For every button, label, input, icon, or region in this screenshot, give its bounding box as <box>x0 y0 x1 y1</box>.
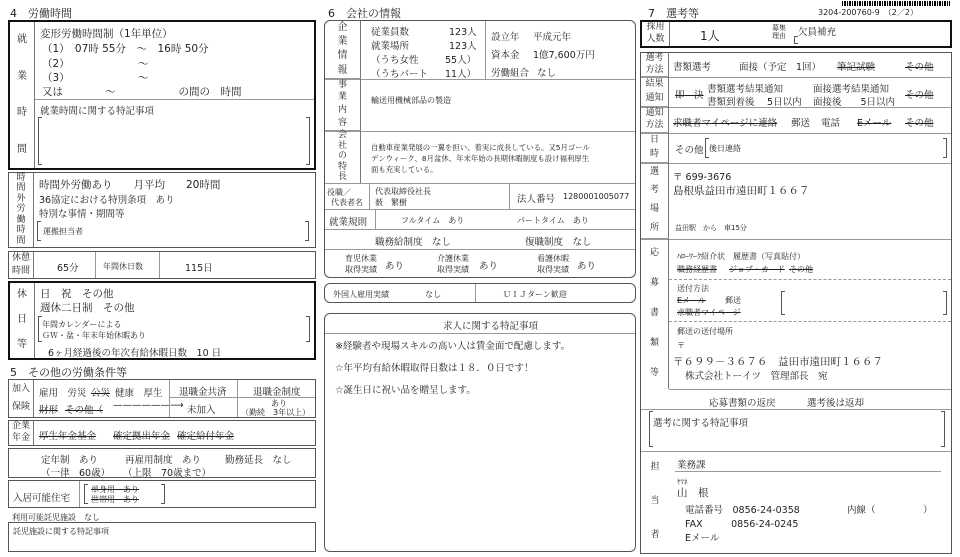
feature-2: デンウィーク、8月盆休、年末年始の長期休暇制度も設け福利厚生 <box>371 154 590 163</box>
ins-kousai: 公災 <box>91 388 111 399</box>
pension-1: 厚生年金基金 <box>39 431 97 442</box>
send-addr-2: 株式会社トーイツ 管理部長 宛 <box>685 371 828 382</box>
divider <box>79 481 80 507</box>
retire-sys-value: あり <box>271 399 287 408</box>
result-doc-2: 書類到着後 5日以内 <box>707 97 802 108</box>
result-label: 結果 通知 <box>641 77 669 107</box>
ins-line-1b: 健康 厚生 <box>115 388 163 399</box>
housing-box <box>8 480 316 508</box>
notice-5: その他 <box>905 118 934 129</box>
pension-label: 企業 年金 <box>9 421 34 445</box>
childcare-leave-2: 取得実績 <box>345 265 377 274</box>
ins-line-1: 雇用 労災 <box>39 388 87 399</box>
document-number: 3204-200760-9 （2／2） <box>818 8 918 17</box>
divider <box>237 380 238 417</box>
apply-strike-1: 職務経歴書 <box>677 265 717 274</box>
bracket <box>306 117 310 165</box>
rules-ft: フルタイム あり <box>401 216 465 225</box>
break-value: 65分 <box>57 263 79 274</box>
bracket <box>38 117 42 165</box>
apply-docs: ﾊﾛｰﾜｰｸ紹介状 履歴書（写真貼付） <box>677 252 805 261</box>
contact-name: 山 根 <box>677 487 709 499</box>
rules-label: 就業規則 <box>329 217 368 228</box>
date-label: 日 時 <box>641 133 669 163</box>
union-value: なし <box>537 68 557 79</box>
reason-value: 欠員補充 <box>798 27 837 38</box>
place-access: 益田駅 から 車15分 <box>675 224 747 232</box>
feature-label: 会 社 の 特 長 <box>325 131 361 183</box>
childcare-note: 託児施設に関する特記事項 <box>13 527 109 536</box>
job-note-3: ☆誕生日に祝い品を贈呈します。 <box>335 385 476 396</box>
business-label: 事 業 内 容 <box>325 79 361 131</box>
foreign-value: なし <box>425 290 441 299</box>
insurance-box <box>8 379 316 418</box>
officer-title: 代表取締役社長 <box>375 187 431 196</box>
divider <box>169 380 170 417</box>
bracket <box>943 291 947 315</box>
send-mypage: 求職者マイページ <box>677 308 741 317</box>
divider <box>641 409 951 410</box>
contact-email: Eメール <box>685 533 720 544</box>
hours-special-label: 就業時間に関する特記事項 <box>40 106 155 117</box>
job-notes-box <box>324 313 636 552</box>
divider <box>475 284 476 302</box>
ins-other: その他（ <box>65 405 104 416</box>
divider <box>641 133 951 134</box>
selection-special-label: 選考に関する特記事項 <box>653 418 749 429</box>
part-value: 11人） <box>445 69 477 80</box>
result-immediate: 即 決 <box>675 90 704 101</box>
contact-kana: ﾔﾏﾈ <box>677 478 688 486</box>
overtime-label: 時 間 外 労 働 時 間 <box>9 173 34 247</box>
housing-1: 単身用 あり <box>91 485 139 494</box>
contact-ext: 内線（ ） <box>847 505 933 516</box>
contact-fax: FAX 0856-24-0245 <box>685 519 799 530</box>
retire-sys-note: （勤続 3年以上） <box>241 408 311 417</box>
divider <box>375 209 376 229</box>
date-value: 後日連絡 <box>709 144 741 153</box>
divider <box>35 99 314 100</box>
retire-sys-label: 退職金制度 <box>253 387 301 398</box>
return-label: 応募書類の返戻 <box>709 398 776 409</box>
holiday-box <box>8 281 316 360</box>
ins-arrow: ——————⟶ <box>113 400 184 411</box>
insurance-label: 加入 保険 <box>9 380 34 417</box>
divider <box>325 183 635 184</box>
return-value: 選考後は返却 <box>807 398 865 409</box>
send-post: 郵送 <box>725 296 741 305</box>
holiday-1: 日 祝 その他 <box>40 288 114 300</box>
emp-value: 123人 <box>449 27 477 38</box>
divider <box>325 131 635 132</box>
childcare-box <box>8 522 316 552</box>
special-case: 特別な事情・期間等 <box>39 209 125 220</box>
notice-2: 郵送 <box>791 118 811 129</box>
place-label: 選 考 場 所 <box>641 163 669 239</box>
bracket <box>305 221 309 241</box>
divider <box>159 252 160 278</box>
divider <box>325 79 635 80</box>
union-label: 労働組合 <box>491 68 530 79</box>
extension: 勤務延長 なし <box>225 455 292 466</box>
divider <box>369 183 370 209</box>
reemploy-note: （上限 70歳まで） <box>123 468 212 479</box>
nursing-leave-1: 看護休暇 <box>537 254 569 263</box>
foreign-label: 外国人雇用実績 <box>333 290 389 299</box>
result-doc: 書類選考結果通知 <box>707 84 784 95</box>
divider <box>675 471 941 472</box>
divider <box>325 209 635 210</box>
apply-strike-2: ジョブ・カード <box>729 265 785 274</box>
hire-value: 1人 <box>700 29 720 43</box>
bracket <box>943 138 947 158</box>
method-4: その他 <box>905 62 934 73</box>
nursing-leave-value: あり <box>577 261 597 272</box>
method-label: 選考 方法 <box>641 53 669 77</box>
hire-label: 採用 人数 <box>642 22 670 46</box>
send-addr-label: 郵送の送付場所 <box>677 327 733 336</box>
shift-header: 変形労働時間制（1年単位） <box>40 28 173 40</box>
uij-label: ＵＩＪターン歓迎 <box>503 290 567 299</box>
corp-no-value: 1280001005077 <box>563 192 630 201</box>
notice-1: 求職者マイページに連絡 <box>673 118 778 129</box>
section-5-title: 5 その他の労働条件等 <box>10 366 127 379</box>
selection-box <box>640 52 952 554</box>
overtime-box <box>8 172 316 248</box>
care-leave-1: 介護休業 <box>437 254 469 263</box>
holidays-value: 115日 <box>185 263 213 274</box>
officer-name: 薮 繁樹 <box>375 198 407 207</box>
divider <box>669 389 951 390</box>
bracket <box>794 36 798 44</box>
reason-label: 募集理由 <box>772 24 786 40</box>
feature-3: 面も充実している。 <box>371 165 438 174</box>
divider <box>641 77 951 78</box>
retire-age: 定年制 あり <box>41 455 99 466</box>
shugyo-label: 就 業 時 間 <box>10 22 35 168</box>
bracket <box>37 221 41 241</box>
nursing-leave-2: 取得実績 <box>537 265 569 274</box>
result-intv-2: 面接後 5日以内 <box>813 97 896 108</box>
care-leave-2: 取得実績 <box>437 265 469 274</box>
reemploy: 再雇用制度 あり <box>125 455 202 466</box>
housing-label: 入居可能住宅 <box>13 493 71 504</box>
contact-tel: 電話番号 0856-24-0358 <box>685 505 800 516</box>
childcare: 利用可能託児施設 なし <box>12 513 100 522</box>
site-label: 就業場所 <box>371 41 410 52</box>
divider <box>509 183 510 209</box>
bracket <box>781 291 785 315</box>
holidays-label: 年間休日数 <box>103 262 143 271</box>
method-1: 書類選考 <box>673 62 712 73</box>
business-value: 輸送用機械部品の製造 <box>371 96 451 105</box>
job-note-2: ☆年平均有給休暇取得日数は１８．０日です！ <box>335 363 534 374</box>
pension-box <box>8 420 316 446</box>
rules-pt: パートタイム あり <box>517 216 589 225</box>
holiday-4: ＧＷ・盆・年末年始休暇あり <box>42 331 146 340</box>
divider <box>325 333 635 334</box>
divider <box>641 239 951 240</box>
apply-label: 応 募 書 類 等 <box>641 239 669 389</box>
send-zip: 〒 <box>677 341 685 350</box>
place-zip: 〒 699-3676 <box>673 172 732 183</box>
bracket <box>84 484 88 504</box>
notice-label: 通知 方法 <box>641 107 669 133</box>
female-label: （うち女性 <box>371 55 419 66</box>
founded-value: 平成元年 <box>533 32 572 43</box>
shift-or: 又は ～ の間の 時間 <box>42 86 242 98</box>
childcare-leave-value: あり <box>385 261 405 272</box>
retire-age-note: （一律 60歳） <box>41 468 111 479</box>
officer-label-1: 役職／ <box>327 188 351 197</box>
care-leave-value: あり <box>479 261 499 272</box>
divider <box>325 249 635 250</box>
send-addr-1: 〒６９９－３６７６ 益田市遠田町１６６７ <box>673 356 883 368</box>
bracket <box>161 484 165 504</box>
send-method: 送付方法 <box>677 284 709 293</box>
result-intv: 面接選考結果通知 <box>813 84 890 95</box>
place-address: 島根県益田市遠田町１６６７ <box>673 185 810 197</box>
working-hours-box <box>8 20 316 170</box>
duty-pay: 職務給制度 なし <box>375 237 452 248</box>
overtime-line: 時間外労働あり 月平均 20時間 <box>39 179 221 191</box>
housing-2: 世帯用 あり <box>91 495 139 504</box>
holiday-3: 年間カレンダーによる <box>42 320 122 329</box>
retire-age-box <box>8 448 316 478</box>
job-notes-title: 求人に関する特記事項 <box>443 321 539 332</box>
divider <box>641 451 951 452</box>
bracket <box>306 316 310 342</box>
contact-label: 担 当 者 <box>650 462 660 541</box>
agreement: 36協定における特別条項 あり <box>39 195 175 206</box>
officer-label-2: 代表者名 <box>331 198 363 207</box>
feature-1: 自動車産業発展の一翼を担い、着実に成長している。又5月ゴール <box>371 143 590 152</box>
bracket <box>649 411 653 447</box>
capital-value: 1億7,600万円 <box>533 50 595 61</box>
company-label: 企 業 情 報 <box>325 21 361 79</box>
foreign-box <box>324 283 636 303</box>
divider <box>669 321 951 322</box>
method-2: 面接（予定 1回） <box>739 62 822 73</box>
divider <box>669 279 951 280</box>
notice-4: Eメール <box>857 118 892 129</box>
corp-no-label: 法人番号 <box>517 194 556 205</box>
section-7-title: 7 選考等 <box>648 7 699 20</box>
hire-box <box>640 20 952 48</box>
notice-3: 電話 <box>821 118 841 129</box>
emp-label: 従業員数 <box>371 27 410 38</box>
rehire: 復職制度 なし <box>525 237 592 248</box>
divider <box>641 163 951 164</box>
section-6-title: 6 会社の情報 <box>328 7 401 20</box>
job-note-1: ※経験者や現場スキルの高い人は賃金面で配慮します。 <box>335 341 571 352</box>
contact-dept: 業務課 <box>677 460 706 471</box>
divider <box>641 107 951 108</box>
retire-mutual-label: 退職金共済 <box>179 387 227 398</box>
bracket <box>941 411 945 447</box>
pension-3: 確定給付年金 <box>177 431 235 442</box>
site-value: 123人 <box>449 41 477 52</box>
female-value: 55人） <box>445 55 477 66</box>
childcare-leave-1: 育児休業 <box>345 254 377 263</box>
shift-3: （3） ～ <box>42 72 149 84</box>
section-4-title: 4 労働時間 <box>10 7 72 20</box>
holiday-label: 休 日 等 <box>10 283 35 358</box>
capital-label: 資本金 <box>491 50 520 61</box>
part-label: （うちパート <box>371 69 429 80</box>
break-label: 休憩 時間 <box>9 252 34 278</box>
date-other: その他 <box>675 145 704 156</box>
special-case-value: 運搬担当者 <box>43 227 83 236</box>
shift-1: （1） 07時 55分 ～ 16時 50分 <box>42 43 209 55</box>
divider <box>485 21 486 79</box>
retire-mutual-value: 未加入 <box>187 405 216 416</box>
founded-label: 設立年 <box>491 32 520 43</box>
company-box <box>324 20 636 278</box>
ins-zaikei: 財形 <box>39 405 59 416</box>
divider <box>95 252 96 278</box>
holiday-2: 週休二日制 その他 <box>40 302 135 314</box>
shift-2: （2） ～ <box>42 58 149 70</box>
pension-2: 確定拠出年金 <box>113 431 171 442</box>
apply-strike-3: その他 <box>789 265 813 274</box>
barcode <box>842 1 950 6</box>
result-other: その他 <box>905 90 934 101</box>
send-email: Eメール <box>677 296 706 305</box>
method-3: 筆記試験 <box>837 62 876 73</box>
break-box <box>8 251 316 279</box>
divider <box>325 229 635 230</box>
paid-leave: 6ヶ月経過後の年次有給休暇日数 10 日 <box>48 348 222 359</box>
